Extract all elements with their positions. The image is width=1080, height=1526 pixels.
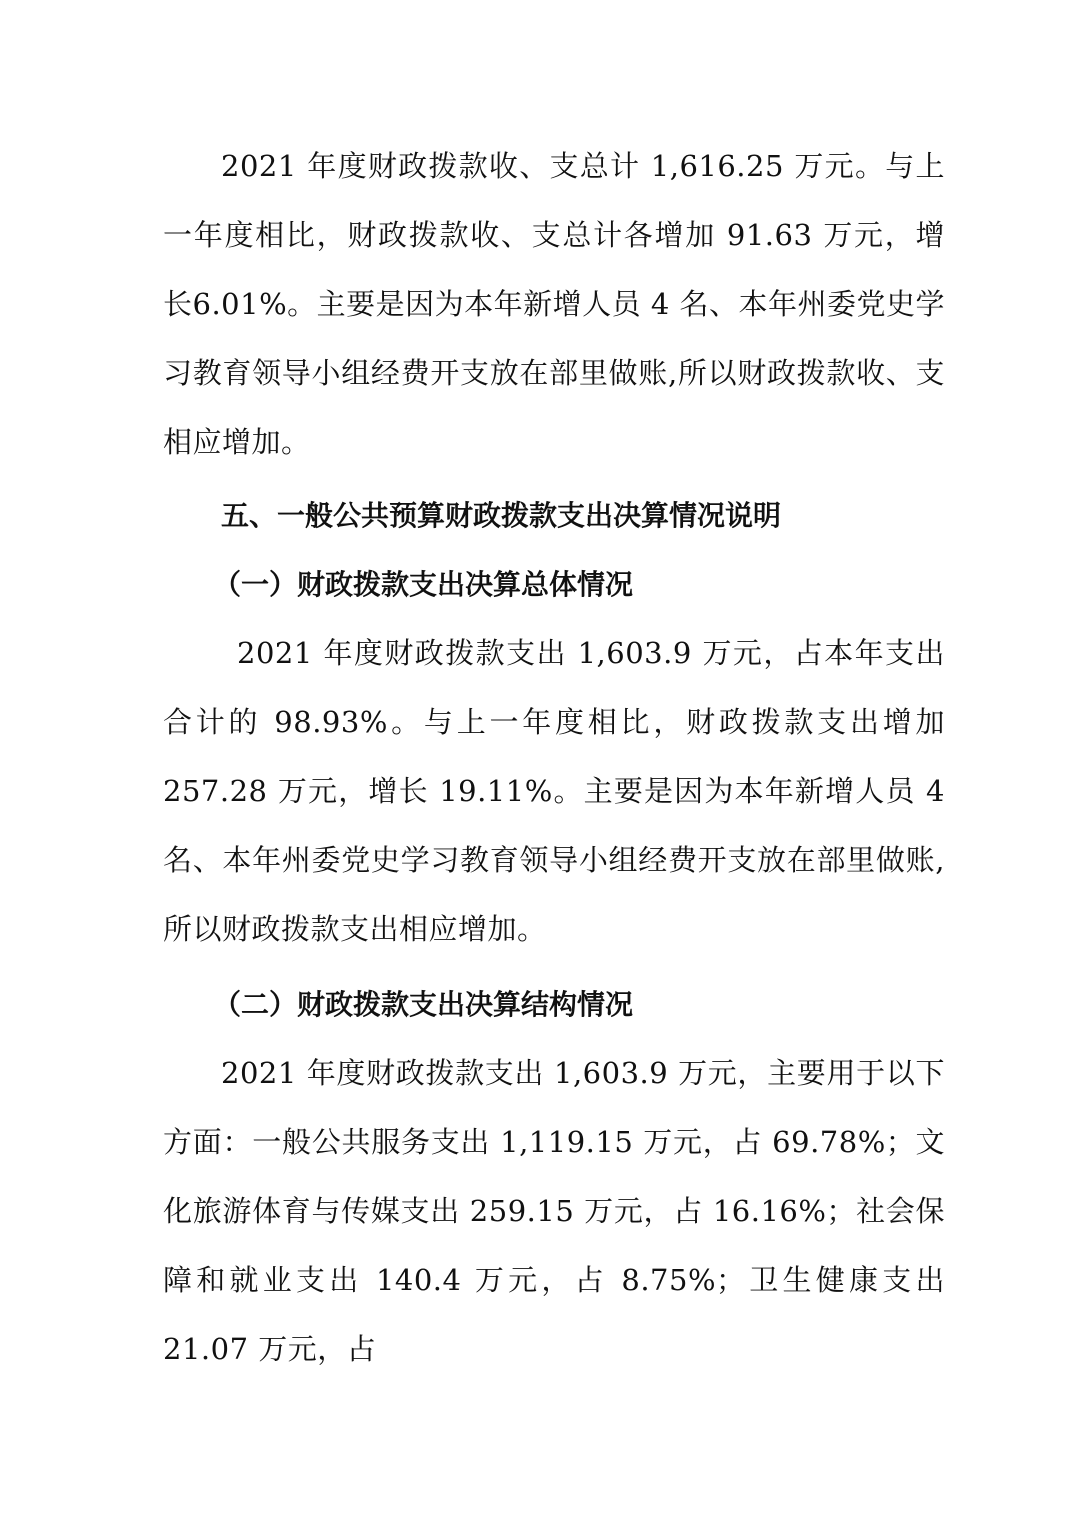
- subsection-heading-structure: （二）财政拨款支出决算结构情况: [213, 988, 634, 1021]
- subsection-heading-overall: （一）财政拨款支出决算总体情况: [213, 568, 634, 601]
- subsection-heading-box: [163, 550, 945, 619]
- paragraph-expenditure-structure: 2021 年度财政拨款支出 1,603.9 万元，主要用于以下方面：一般公共服务支出 1,119.15 万元，占 69.78%；文化旅游体育与传媒支出 259.15 万元，占 16.16%；社会保障和就业支出 140.4 万元，占 8.75%；卫生健康支出 21.07 万元，占: [163, 1056, 945, 1366]
- paragraph-fiscal-total: 2021 年度财政拨款收、支总计 1,616.25 万元。与上一年度相比，财政拨款收、支总计各增加 91.63 万元，增长6.01%。主要是因为本年新增人员 4 名、本年州委党史学习教育领导小组经费开支放在部里做账,所以财政拨款收、支相应增加。: [163, 149, 946, 459]
- subsection-heading-box-2: [163, 970, 945, 1039]
- section-heading-box: [163, 481, 945, 550]
- section-heading-5: 五、一般公共预算财政拨款支出决算情况说明: [221, 499, 782, 532]
- paragraph-expenditure-overall: 2021 年度财政拨款支出 1,603.9 万元，占本年支出合计的 98.93%。与上一年度相比，财政拨款支出增加 257.28 万元，增长 19.11%。主要是因为本年新增人员 4 名、本年州委党史学习教育领导小组经费开支放在部里做账,所以财政拨款支出相应增加。: [163, 636, 945, 946]
- document-body: [163, 132, 945, 1384]
